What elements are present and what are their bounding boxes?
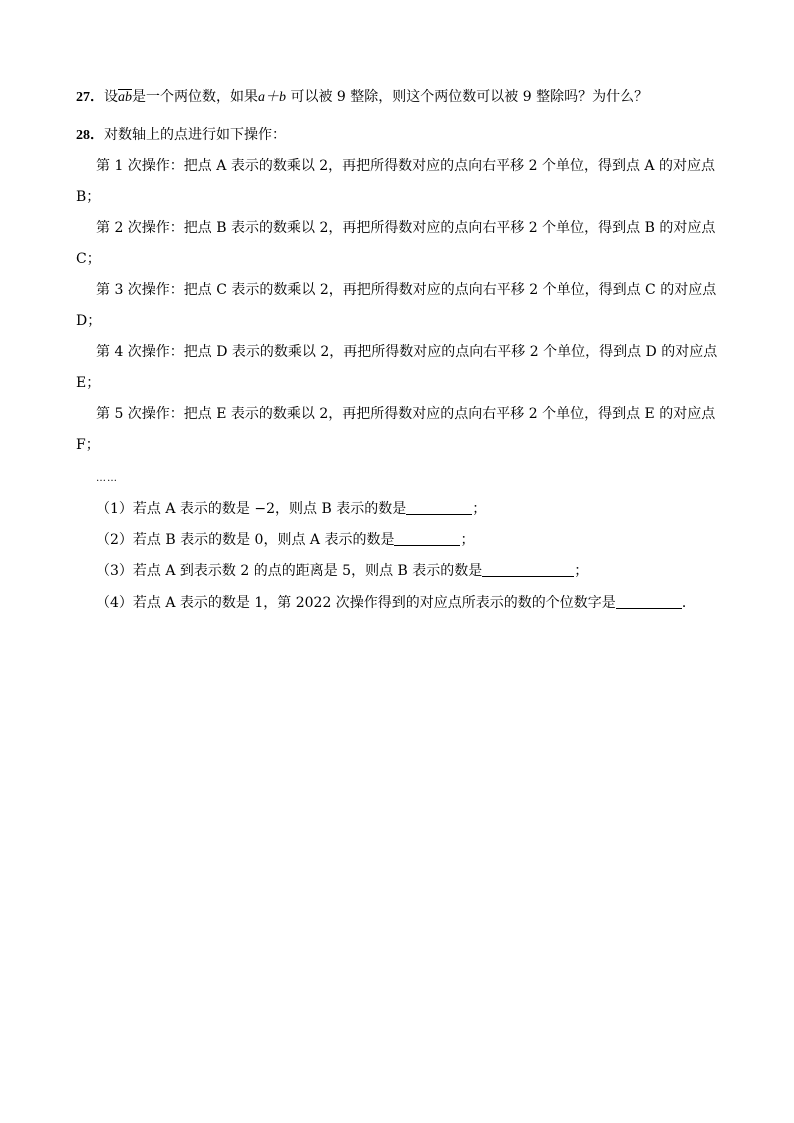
question-27 [76, 88, 648, 107]
sub-question-text: （3）若点 A 到表示数 2 的点的距离是 5，则点 B 表示的数是 [96, 563, 483, 579]
sub-question-text: （4）若点 A 表示的数是 1，第 2022 次操作得到的对应点所表示的数的个位数字是 [96, 595, 616, 611]
answer-blank[interactable] [616, 594, 682, 609]
question-number: 28． [76, 128, 104, 143]
math-expression: a＋b [258, 90, 286, 105]
operation-4-cont: E； [76, 375, 101, 391]
answer-blank[interactable] [482, 562, 574, 577]
operation-3-cont: D； [76, 313, 102, 329]
operation-2: 第 2 次操作：把点 B 表示的数乘以 2，再把所得数对应的点向右平移 2 个单位，得到点 B 的对应点 [96, 220, 716, 236]
question-text: 设 [104, 89, 118, 105]
operation-5-cont: F； [76, 437, 100, 453]
sub-question-end: ； [460, 532, 475, 548]
answer-blank[interactable] [406, 500, 472, 515]
question-28-title [76, 126, 286, 145]
sub-question-end: ． [681, 595, 696, 611]
operation-5: 第 5 次操作：把点 E 表示的数乘以 2，再把所得数对应的点向右平移 2 个单位，得到点 E 的对应点 [96, 406, 716, 422]
question-text: 可以被 9 整除，则这个两位数可以被 9 整除吗？为什么？ [290, 89, 649, 105]
sub-question-text: （2）若点 B 表示的数是 0，则点 A 表示的数是 [96, 532, 395, 548]
question-text: 对数轴上的点进行如下操作： [104, 127, 286, 143]
operation-4: 第 4 次操作：把点 D 表示的数乘以 2，再把所得数对应的点向右平移 2 个单位，得到点 D 的对应点 [96, 344, 718, 360]
operation-3: 第 3 次操作：把点 C 表示的数乘以 2，再把所得数对应的点向右平移 2 个单位，得到点 C 的对应点 [96, 282, 717, 298]
ellipsis: …… [96, 473, 118, 484]
sub-question-4 [96, 594, 696, 612]
question-text: 是一个两位数，如果 [132, 89, 258, 105]
answer-blank[interactable] [394, 531, 460, 546]
sub-question-3 [96, 562, 588, 580]
sub-question-text: （1）若点 A 表示的数是 −2，则点 B 表示的数是 [96, 501, 407, 517]
operation-2-cont: C； [76, 251, 101, 267]
operation-1: 第 1 次操作：把点 A 表示的数乘以 2，再把所得数对应的点向右平移 2 个单位，得到点 A 的对应点 [96, 158, 715, 174]
math-variable: $\overline{ab}$ [118, 90, 132, 105]
question-number: 27． [76, 90, 104, 105]
sub-question-1 [96, 500, 486, 518]
operation-1-cont: B； [76, 189, 101, 205]
sub-question-end: ； [574, 563, 589, 579]
sub-question-2 [96, 531, 474, 549]
sub-question-end: ； [472, 501, 487, 517]
